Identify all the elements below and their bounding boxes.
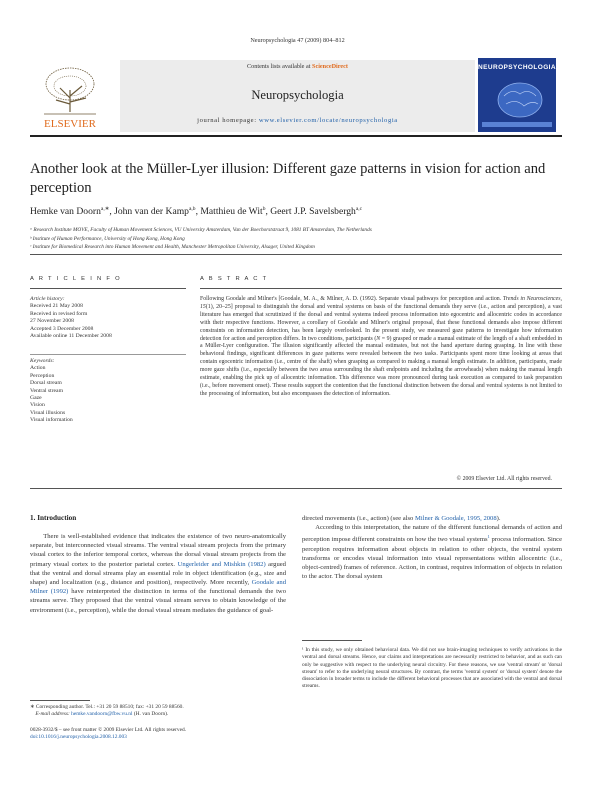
body-text: ). <box>496 515 501 522</box>
running-head: Neuropsychologia 47 (2009) 804–812 <box>250 37 345 44</box>
affiliation-item: ᶜ Institute for Biomedical Research into Human Movement and Health, Manchester Metropolitan University, Alsager, United Kingdom <box>30 244 315 251</box>
keyword-item: Ventral stream <box>30 387 64 394</box>
history-label: Article history: <box>30 296 65 302</box>
article-info-rule <box>30 288 186 289</box>
article-title: Another look at the Müller-Lyer illusion: Different gaze patterns in vision for action and perception <box>30 161 546 196</box>
keyword-item: Perception <box>30 372 55 379</box>
publication-info <box>30 727 286 741</box>
history-item: Available online 11 December 2008 <box>30 333 112 340</box>
abstract-part: = 9) grasped or made a manual estimate of the length of a shaft embedded in a Müller-Lyer configuration. The illusion significantly affected the manual estimates, but not the hand aperture during grasping. In line with these behavioral findings, significant differences in gaze patterns were revealed between the two tasks. Participants spent more time looking at areas that contain egocentric information (i.e., centre of the shaft) when grasping as compared to making a manual length estimate. In addition, participants, made more gaze shifts (i.e., especially between the two areas surrounding the shaft endpoints and including the arrowheads) when making the manual length estimate, enabling the pick up of allocentric information. This difference was more pronounced during task execution as compared to task preparation (i.e., before movement onset). These results support the contention that the functional distinction between the dorsal and ventral systems is not limited to the processing of information, but also encompasses the detection of information. <box>200 335 562 397</box>
contents-line <box>120 63 475 70</box>
corresponding-author-note <box>30 704 286 718</box>
keyword-item: Gaze <box>30 395 42 402</box>
author-separator: , <box>195 206 201 218</box>
body-text: argued that the ventral and dorsal streams play an essential role in object identification (e.g., size and shape) and localization (e.g., distance and position), respectively. More recently, <box>30 560 286 587</box>
abstract-n: N <box>376 335 381 342</box>
body-text: process information. Since perception requires information about objects in relation to other objects, the ventral system transforms or encodes visual information into visual representations within allocentric (i.e., object-centred) frames of reference. Action, in contrast, requires information of objects in relation to the actor. The dorsal system <box>302 536 562 581</box>
keyword-item: Dorsal stream <box>30 380 62 387</box>
sciencedirect-link[interactable]: ScienceDirect <box>312 63 348 70</box>
history-item: Received in revised form <box>30 310 88 317</box>
homepage-link[interactable]: www.elsevier.com/locate/neuropsychologia <box>258 117 398 124</box>
footnote-1: ¹ In this study, we only obtained behavioral data. We did not use brain-imaging techniques to verify activations in the ventral and dorsal streams. Hence, our claims and interpretations are necessarily restricted to behavior, and as such can only be suggestive with respect to the underlying neural circuitry. For these reasons, we use 'ventral stream' or 'dorsal stream' to refer to the underlying neural structures. By contrast, the terms 'ventral system' or 'dorsal system' denote the dissociation in broader terms to include the different behavioral processes that are associated with the ventral and dorsal streams. <box>302 647 562 690</box>
author-name[interactable]: Matthieu de Wit <box>200 206 263 218</box>
intro-column-left <box>30 532 286 615</box>
author-separator: , <box>265 206 271 218</box>
author-affil-marker: b <box>262 206 266 212</box>
citation-link[interactable]: Milner & Goodale, 1995, 2008 <box>414 515 497 522</box>
abstract-part: (1), 20–25] proposal to distinguish the dorsal and ventral systems on basis of the functional demands they serve (i.e., action and perception), a vast literature has emerged that scrutinized if the dorsal and ventral systems indeed process information into egocentric and allocentric codes in accordance with their respective functions. However, a corollary of Goodale and Milner's original proposal, that these functional demands also impose different constraints on information detection, has been largely overlooked. In the present study, we measured gaze patterns to investigate how information detection for action and perception differs. In two conditions, participants ( <box>200 303 562 342</box>
keywords-label: Keywords: <box>30 358 55 364</box>
issn-line: 0028-3932/$ – see front matter © 2009 Elsevier Ltd. All rights reserved. <box>30 727 187 733</box>
affiliation-rule <box>30 254 562 255</box>
author-affil-marker: a,c <box>355 206 363 212</box>
cover-brain-icon <box>478 58 556 132</box>
elsevier-logo <box>30 60 110 132</box>
corresponding-rule <box>30 700 90 701</box>
abstract-rule <box>200 288 562 289</box>
body-text: According to this interpretation, the nature of the different functional demands of action and perception impose different constraints on how the two visual systems <box>302 524 562 544</box>
footnote-rule <box>302 640 362 641</box>
keyword-item: Action <box>30 365 46 372</box>
abstract-part: Following Goodale and Milner's [Goodale, M. A., & Milner, A. D. (1992). Separate visual pathways for perception and action. <box>200 296 503 302</box>
affiliation-item: ᵇ Institute of Human Performance, University of Hong Kong, Hong Kong <box>30 235 185 242</box>
body-text: have reinterpreted the distinction in terms of the functional demands the two streams serve. They proposed that the ventral visual stream serves to obtain knowledge of the environment (i.e., perception), while the dorsal visual stream mediates the guidance of goal- <box>30 588 286 614</box>
email-name: (H. van Doorn). <box>132 711 169 718</box>
history-item: 27 November 2008 <box>30 318 74 325</box>
doi-link[interactable]: doi:10.1016/j.neuropsychologia.2008.12.003 <box>30 734 127 741</box>
affiliations <box>30 226 562 252</box>
elsevier-tree-icon <box>30 60 110 132</box>
citation-link[interactable]: Goodale and Milner (1992) <box>30 579 286 596</box>
article-info-heading: A R T I C L E I N F O <box>30 276 122 282</box>
body-text: directed movements (i.e., action) (see also <box>302 515 415 522</box>
history-item: Accepted 3 December 2008 <box>30 325 94 332</box>
article-history <box>30 296 186 340</box>
cover-title: NEUROPSYCHOLOGIA <box>478 64 556 71</box>
journal-name: Neuropsychologia <box>251 88 344 102</box>
author-name[interactable]: John van der Kamp <box>114 206 189 218</box>
intro-column-right <box>302 514 562 582</box>
keywords <box>30 358 186 425</box>
abstract-copyright: © 2009 Elsevier Ltd. All rights reserved. <box>456 476 552 482</box>
abstract-text <box>200 296 562 399</box>
abstract-bottom-rule <box>30 488 562 489</box>
author-list <box>30 206 562 217</box>
keyword-item: Vision <box>30 402 45 409</box>
section-heading-introduction: 1. Introduction <box>30 514 77 522</box>
footnote-marker[interactable]: 1 <box>487 534 490 540</box>
author-name[interactable]: Hemke van Doorn <box>30 206 101 218</box>
email-label: E-mail address: <box>35 711 70 718</box>
keywords-rule <box>30 354 186 355</box>
author-separator: , <box>109 206 115 218</box>
affiliation-item: ᵃ Research Institute MOVE, Faculty of Human Movement Sciences, VU University Amsterdam, Van der Boechorststraat 9, 1081 BT Amsterdam, The Netherlands <box>30 227 372 233</box>
corresponding-contact: ∗ Corresponding author. Tel.: +31 20 59 88510; fax: +31 20 59 88560. <box>30 704 184 710</box>
journal-homepage <box>120 117 475 124</box>
citation-link[interactable]: Ungerleider and Mishkin (1982) <box>177 560 266 568</box>
author-affil-marker: a,∗ <box>100 206 110 212</box>
header-rule <box>30 135 562 137</box>
history-item: Received 21 May 2008 <box>30 303 83 310</box>
elsevier-wordmark: ELSEVIER <box>44 118 96 130</box>
abstract-heading: A B S T R A C T <box>200 276 268 282</box>
contents-prefix: Contents lists available at <box>247 63 312 70</box>
keyword-item: Visual information <box>30 417 73 424</box>
abstract-journal: Trends in Neurosciences, 15 <box>200 296 562 310</box>
body-text: There is well-established evidence that indicates the existence of two neuro-anatomically separate, but interconnected visual streams. The ventral visual stream projects from the primary visual cortex to the inferior temporal cortex, whereas the dorsal visual stream projects from the primary visual cortex to the posterior parietal cortex. <box>30 533 286 568</box>
keyword-item: Visual illusions <box>30 409 66 416</box>
author-affil-marker: a,b <box>188 206 196 212</box>
email-link[interactable]: hemke.vandoorn@fbw.vu.nl <box>71 711 133 718</box>
journal-cover-image <box>478 58 556 132</box>
author-name[interactable]: Geert J.P. Savelsbergh <box>270 206 356 218</box>
homepage-label: journal homepage: <box>197 117 259 124</box>
